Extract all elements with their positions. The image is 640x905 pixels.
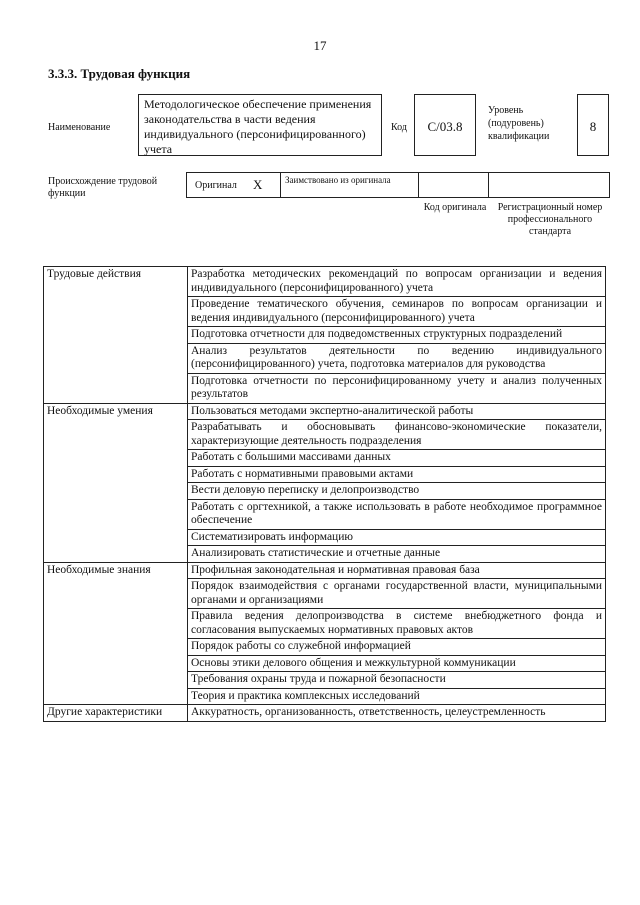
code-value-box: C/03.8 [414,94,476,156]
item-cell: Пользоваться методами экспертно-аналитической работы [188,403,606,420]
origin-text: Оригинал [195,180,237,191]
origin-label: Происхождение трудовой функции [48,176,158,199]
table-row [44,267,606,297]
item-cell: Проведение тематического обучения, семинаров по вопросам организации и ведения индивидуального (персонифицированного) учета [188,297,606,327]
origin-mark: X [253,177,263,192]
item-cell: Подготовка отчетности для подведомственных структурных подразделений [188,327,606,344]
level-value-box: 8 [577,94,609,156]
item-cell: Анализ результатов деятельности по ведению индивидуального (персонифицированного) учета, подготовка материалов для руководства [188,343,606,373]
origin-cell [187,173,281,197]
item-cell: Подготовка отчетности по персонифицированному учету и анализ полученных результатов [188,373,606,403]
item-cell: Основы этики делового общения и межкультурной коммуникации [188,655,606,672]
reg-number-caption: Регистрационный номер профессионального стандарта [497,202,603,237]
item-cell: Работать с большими массивами данных [188,450,606,467]
borrowed-cell: Заимствовано из оригинала [281,173,419,197]
table-row [44,705,606,722]
code-original-caption: Код оригинала [423,202,487,213]
level-label [488,104,568,143]
item-cell: Правила ведения делопроизводства в системе внебюджетного фонда и согласования выпускаемых нормативных правовых актов [188,609,606,639]
item-cell: Работать с оргтехникой, а также использовать в работе необходимое программное обеспечение [188,499,606,529]
category-cell: Необходимые умения [44,403,188,562]
origin-box [186,172,610,198]
item-cell: Порядок взаимодействия с органами государственной власти, муниципальными органами и организациями [188,579,606,609]
item-cell: Разрабатывать и обосновывать финансово-экономические показатели, характеризующие деятельность подразделения [188,420,606,450]
category-cell: Другие характеристики [44,705,188,722]
code-original-cell [419,173,489,197]
function-table-body [44,267,606,722]
item-cell: Профильная законодательная и нормативная правовая база [188,562,606,579]
code-label: Код [391,122,407,133]
page-number: 17 [313,38,327,53]
name-label: Наименование [48,122,111,133]
item-cell: Порядок работы со служебной информацией [188,639,606,656]
item-cell: Теория и практика комплексных исследований [188,688,606,705]
item-cell: Требования охраны труда и пожарной безопасности [188,672,606,689]
category-cell: Трудовые действия [44,267,188,404]
function-name-box: Методологическое обеспечение применения законодательства в части ведения индивидуального (персонифицированного) учета [138,94,382,156]
item-cell: Работать с нормативными правовыми актами [188,466,606,483]
category-cell: Необходимые знания [44,562,188,705]
reg-number-cell [489,173,609,197]
item-cell: Анализировать статистические и отчетные данные [188,546,606,563]
function-table [43,266,606,722]
table-row [44,403,606,420]
section-title: 3.3.3. Трудовая функция [48,66,191,81]
level-label-text: Уровень (подуровень) квалификации [488,105,550,142]
item-cell: Вести деловую переписку и делопроизводство [188,483,606,500]
item-cell: Аккуратность, организованность, ответственность, целеустремленность [188,705,606,722]
item-cell: Систематизировать информацию [188,529,606,546]
table-row [44,562,606,579]
item-cell: Разработка методических рекомендаций по вопросам организации и ведения индивидуального (персонифицированного) учета [188,267,606,297]
